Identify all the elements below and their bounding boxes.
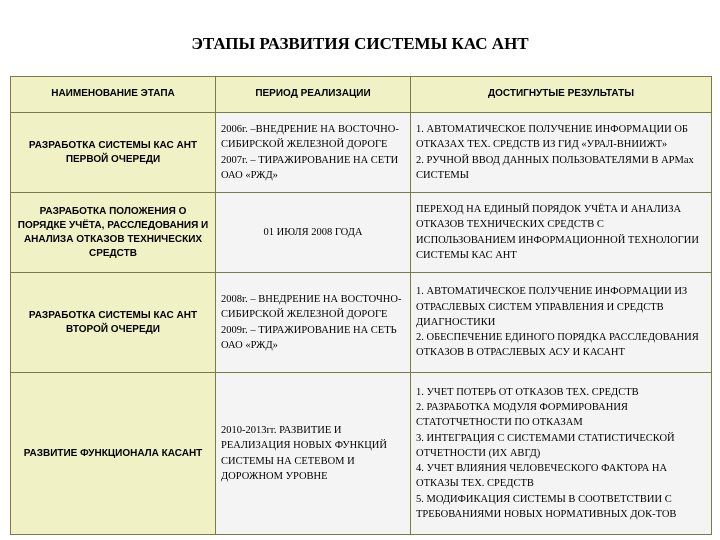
- results-cell: [411, 113, 712, 193]
- result-line: 1. АВТОМАТИЧЕСКОЕ ПОЛУЧЕНИЕ ИНФОРМАЦИИ ИЗ ОТРАСЛЕВЫХ СИСТЕМ УПРАВЛЕНИЯ И СРЕДСТВ ДИАГНОСТИКИ: [416, 286, 688, 328]
- period-line: 2009г. – ТИРАЖИРОВАНИЕ НА СЕТЬ ОАО «РЖД»: [221, 324, 397, 351]
- period-line: 2006г. –ВНЕДРЕНИЕ НА ВОСТОЧНО-СИБИРСКОЙ ЖЕЛЕЗНОЙ ДОРОГЕ: [221, 124, 399, 151]
- period-cell: [216, 193, 411, 273]
- period-cell: [216, 373, 411, 535]
- period-cell: [216, 113, 411, 193]
- period-line: 2010-2013гг. РАЗВИТИЕ И РЕАЛИЗАЦИЯ НОВЫХ ФУНКЦИЙ СИСТЕМЫ НА СЕТЕВОМ И ДОРОЖНОМ УРОВНЕ: [221, 425, 387, 482]
- result-line: 2. ОБЕСПЕЧЕНИЕ ЕДИНОГО ПОРЯДКА РАССЛЕДОВАНИЯ ОТКАЗОВ В ОТРАСЛЕВЫХ АСУ И КАСАНТ: [416, 332, 699, 359]
- results-cell: [411, 193, 712, 273]
- header-stage: НАИМЕНОВАНИЕ ЭТАПА: [11, 77, 216, 113]
- stage-cell: РАЗРАБОТКА ПОЛОЖЕНИЯ О ПОРЯДКЕ УЧЁТА, РАССЛЕДОВАНИЯ И АНАЛИЗА ОТКАЗОВ ТЕХНИЧЕСКИХ СРЕДСТВ: [11, 193, 216, 273]
- result-line: 1. АВТОМАТИЧЕСКОЕ ПОЛУЧЕНИЕ ИНФОРМАЦИИ ОБ ОТКАЗАХ ТЕХ. СРЕДСТВ ИЗ ГИД «УРАЛ-ВНИИЖТ»: [416, 124, 688, 151]
- stage-cell: РАЗРАБОТКА СИСТЕМЫ КАС АНТ ПЕРВОЙ ОЧЕРЕДИ: [11, 113, 216, 193]
- period-line: 2007г. – ТИРАЖИРОВАНИЕ НА СЕТИ ОАО «РЖД»: [221, 154, 399, 181]
- result-line: ПЕРЕХОД НА ЕДИНЫЙ ПОРЯДОК УЧЁТА И АНАЛИЗА ОТКАЗОВ ТЕХНИЧЕСКИХ СРЕДСТВ С ИСПОЛЬЗОВАНИЕМ ИНФОРМАЦИОННОЙ ТЕХНОЛОГИИ СИСТЕМЫ КАС АНТ: [416, 204, 699, 261]
- result-line: 4. УЧЕТ ВЛИЯНИЯ ЧЕЛОВЕЧЕСКОГО ФАКТОРА НА ОТКАЗЫ ТЕХ. СРЕДСТВ: [416, 463, 668, 490]
- stage-cell: РАЗВИТИЕ ФУНКЦИОНАЛА КАСАНТ: [11, 373, 216, 535]
- table-row: [11, 273, 712, 373]
- table-row: [11, 373, 712, 535]
- result-line: 2. РУЧНОЙ ВВОД ДАННЫХ ПОЛЬЗОВАТЕЛЯМИ В АРМах СИСТЕМЫ: [416, 154, 694, 181]
- stage-cell: РАЗРАБОТКА СИСТЕМЫ КАС АНТ ВТОРОЙ ОЧЕРЕДИ: [11, 273, 216, 373]
- result-line: 5. МОДИФИКАЦИЯ СИСТЕМЫ В СООТВЕТСТВИИ С ТРЕБОВАНИЯМИ НОВЫХ НОРМАТИВНЫХ ДОК-ТОВ: [416, 493, 677, 520]
- results-cell: [411, 273, 712, 373]
- stages-table: [10, 76, 712, 535]
- result-line: 3. ИНТЕГРАЦИЯ С СИСТЕМАМИ СТАТИСТИЧЕСКОЙ ОТЧЕТНОСТИ (ИХ АВГД): [416, 432, 675, 459]
- period-cell: [216, 273, 411, 373]
- table-header-row: [11, 77, 712, 113]
- period-line: 01 ИЮЛЯ 2008 ГОДА: [263, 226, 363, 238]
- table-row: [11, 113, 712, 193]
- result-line: 2. РАЗРАБОТКА МОДУЛЯ ФОРМИРОВАНИЯ СТАТОТЧЕТНОСТИ ПО ОТКАЗАМ: [416, 402, 628, 429]
- header-period: ПЕРИОД РЕАЛИЗАЦИИ: [216, 77, 411, 113]
- result-line: 1. УЧЕТ ПОТЕРЬ ОТ ОТКАЗОВ ТЕХ. СРЕДСТВ: [416, 387, 639, 399]
- page-title: ЭТАПЫ РАЗВИТИЯ СИСТЕМЫ КАС АНТ: [191, 34, 529, 53]
- period-line: 2008г. – ВНЕДРЕНИЕ НА ВОСТОЧНО-СИБИРСКОЙ ЖЕЛЕЗНОЙ ДОРОГЕ: [221, 294, 402, 321]
- header-results: ДОСТИГНУТЫЕ РЕЗУЛЬТАТЫ: [411, 77, 712, 113]
- results-cell: [411, 373, 712, 535]
- table-row: [11, 193, 712, 273]
